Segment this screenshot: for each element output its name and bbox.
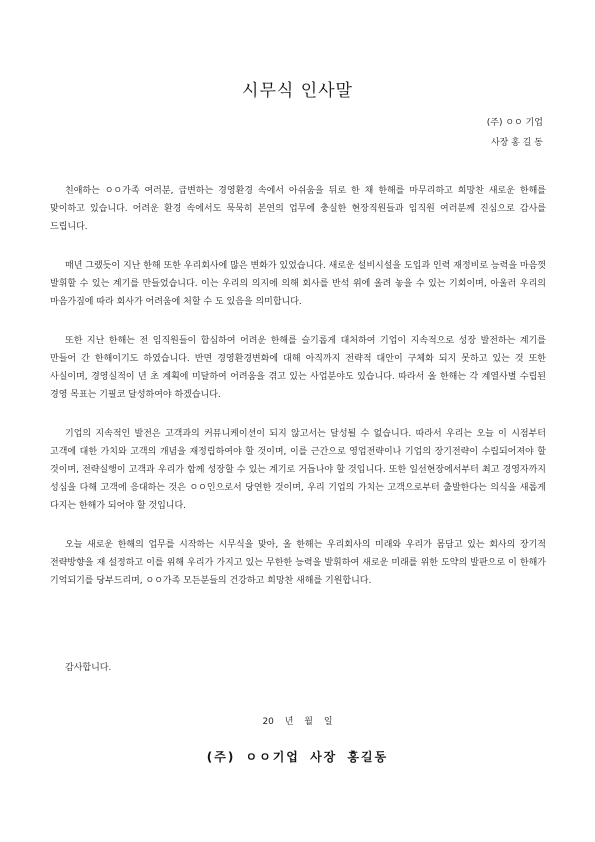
- document-title: 시무식 인사말: [242, 81, 353, 101]
- letter-body: [50, 182, 546, 611]
- sender-name: 사장 홍 길 동: [490, 138, 543, 148]
- paragraph: 오늘 새로운 한해의 업무를 시작하는 시무식을 맞아, 올 한해는 우리회사의 미래와 우리가 몸담고 있는 회사의 장기적 전략방향을 재 설정하고 이를 위해 우리가 가지고 있는 무한한 능력을 발휘하여 새로운 미래를 위한 도약의 발판으로 이 한해가 기억되기를 당부드리며, ㅇㅇ가족 모든분들의 건강하고 희망찬 새해를 기원합니다.: [50, 540, 546, 586]
- paragraph: 친애하는 ㅇㅇ가족 여러분, 급변하는 경영환경 속에서 아쉬움을 뒤로 한 채 한해를 마무리하고 희망찬 새로운 한해를 맞이하고 있습니다. 어려운 환경 속에서도 묵묵히 본연의 업무에 충실한 현장직원들과 임직원 여러분께 진심으로 감사를 드립니다.: [50, 186, 546, 232]
- signature-line: (주) ㅇㅇ기업 사장 홍길동: [206, 750, 389, 764]
- date-line: 20 년 월 일: [262, 717, 333, 727]
- sender-company: (주) ㅇㅇ 기업: [486, 118, 543, 128]
- paragraph: 또한 지난 한해는 전 임직원들이 합심하여 어려운 한해를 슬기롭게 대처하여 기업이 지속적으로 성장 발전하는 계기를 만들어 간 한해이기도 하였습니다. 반면 경영환경변화에 대해 아직까지 전략적 대안이 구체화 되지 못하고 있는 것 또한 사실이며, 경영실적이 년 초 계획에 미달하여 어려움을 겪고 있는 사업분야도 있습니다. 따라서 올 한해는 각 계열사별 수립된 경영 목표는 기필코 달성하여야 하겠습니다.: [50, 336, 546, 400]
- paragraph: 기업의 지속적인 발전은 고객과의 커뮤니케이션이 되지 않고서는 달성될 수 없습니다. 따라서 우리는 오늘 이 시점부터 고객에 대한 가치와 고객의 개념을 재정립하여야 할 것이며, 이를 근간으로 영업전략이나 기업의 장기전략이 수립되어져야 할 것이며, 전략실행이 고객과 우리가 함께 성장할 수 있는 계기로 거듭나야 할 것입니다. 또한 일선현장에서부터 최고 경영자까지 성심을 다해 고객에 응대하는 것은 ㅇㅇ인으로서 당연한 것이며, 우리 기업의 가치는 고객으로부터 출발한다는 의식을 새롭게 다지는 한해가 되어야 할 것입니다.: [50, 429, 546, 511]
- sender-block: [487, 113, 543, 153]
- closing-text: 감사합니다.: [65, 663, 112, 673]
- paragraph: 매년 그랬듯이 지난 한해 또한 우리회사에 많은 변화가 있었습니다. 새로운 설비시설을 도입과 인력 재정비로 능력을 마음껏 발휘할 수 있는 계기를 만들었습니다. 이는 우리의 의지에 의해 회사를 반석 위에 올려 놓을 수 있는 기회이며, 아울러 우리의 마음가짐에 따라 회사가 어려움에 처할 수 도 있음을 의미합니다.: [50, 261, 546, 307]
